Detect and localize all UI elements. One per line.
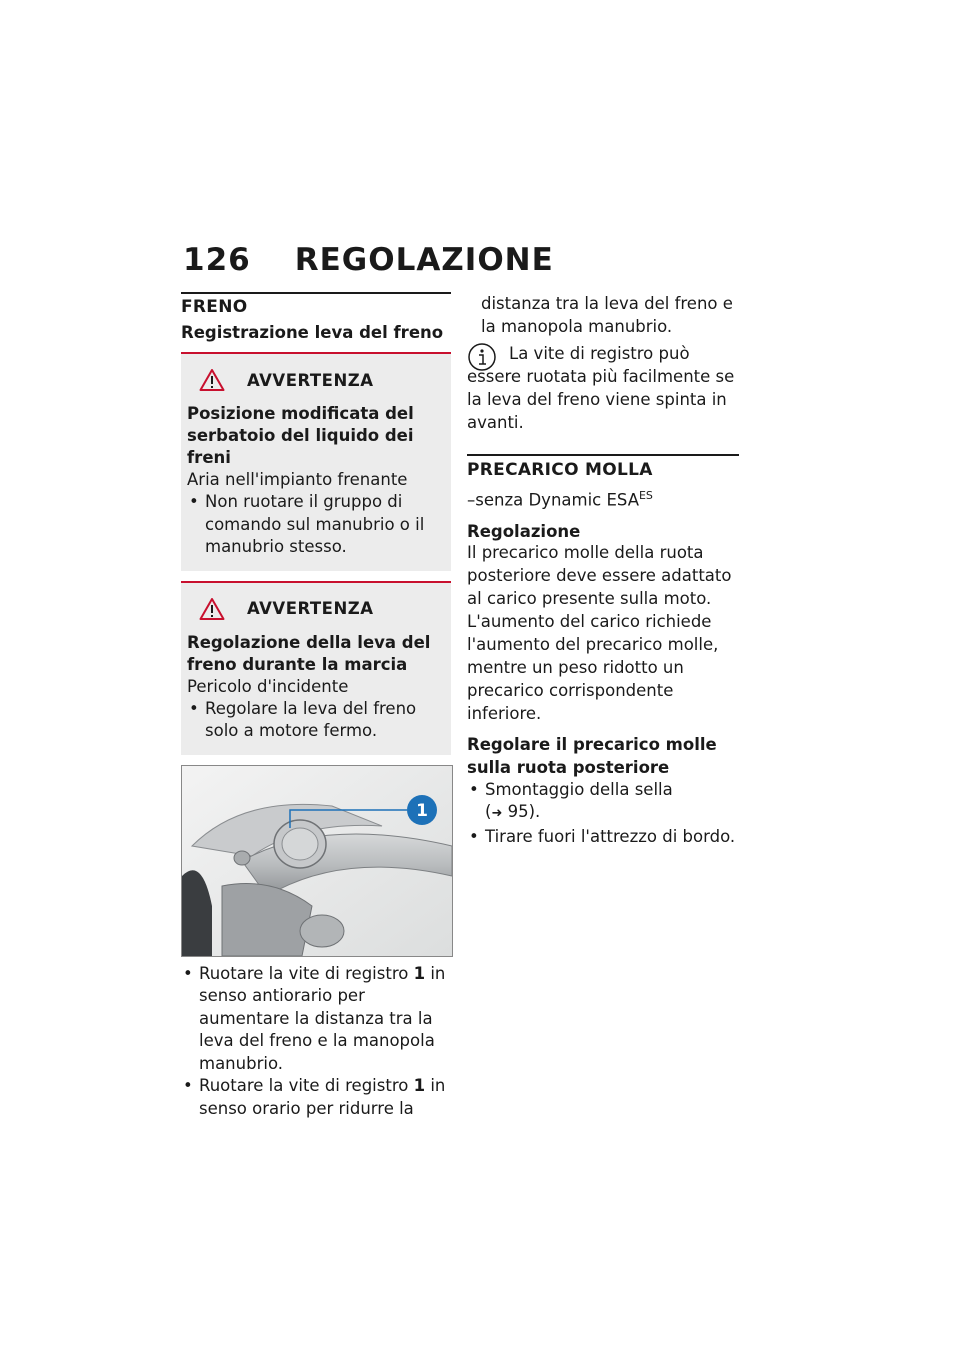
warning-bullet: • Regolare la leva del freno solo a motore fermo. (187, 698, 451, 743)
warning-box-1 (181, 354, 451, 571)
ref-number: 1 (413, 1076, 426, 1095)
step-item: • Ruotare la vite di registro 1 in senso orario per ridurre la (181, 1075, 451, 1120)
warning-title: Regolazione della leva del freno durante la marcia (187, 632, 431, 674)
page-ref-link[interactable]: 95). (507, 802, 541, 821)
warning-triangle-icon (199, 368, 225, 392)
warning-label: AVVERTENZA (247, 370, 374, 390)
warning-bullet: • Non ruotare il gruppo di comando sul manubrio o il manubrio stesso. (187, 491, 451, 559)
warning-triangle-icon (199, 597, 225, 621)
warning-header (199, 368, 451, 392)
regolazione-paragraph: Il precarico molle della ruota posteriore deve essere adattato al carico presente sulla moto. L'aumento del carico richiede l'aumento del precarico molle, mentre un peso ridotto un precarico corrispondente inferiore. (467, 542, 732, 723)
warning-header (199, 597, 451, 621)
variant-line: –senza Dynamic $ESA^{ES}$ (467, 489, 653, 510)
ref-number: 1 (413, 963, 426, 983)
subsection-title: Registrazione leva del freno (181, 323, 444, 342)
section-rule (181, 292, 451, 294)
adjust-steps (181, 963, 451, 1121)
brake-lever-photo (181, 765, 453, 957)
variant-sup: ES (638, 489, 653, 502)
warning-bullets (187, 491, 451, 559)
subsection-regolare: Regolare il precarico molle sulla ruota posteriore (467, 734, 717, 777)
page-number: 126 (183, 242, 251, 278)
callout-number: 1 (416, 800, 428, 821)
warning-box-2 (181, 583, 451, 755)
step-item: • Ruotare la vite di registro 1 in senso antiorario per aumentare la distanza tra la leva del freno e la manopola manubrio. (181, 963, 451, 1076)
info-note (467, 342, 739, 434)
section-title-precarico: PRECARICO MOLLA (467, 460, 653, 480)
warning-text: Aria nell'impianto frenante (187, 470, 408, 489)
warning-text: Pericolo d'incidente (187, 676, 349, 696)
left-column (181, 292, 451, 1120)
chapter-title: REGOLAZIONE (294, 242, 554, 278)
procedure-item: • Tirare fuori l'attrezzo di bordo. (467, 826, 739, 849)
page-ref-arrow-icon: ➜ (491, 806, 503, 821)
info-icon (467, 342, 497, 372)
right-column (467, 292, 739, 848)
warning-bullets (187, 698, 451, 743)
info-text: La vite di registro può essere ruotata più facilmente se la leva del freno viene spinta in avanti. (467, 344, 735, 432)
brake-lever-illustration (182, 766, 452, 956)
section-title-freno: FRENO (181, 297, 248, 317)
procedure-bullets (467, 779, 739, 849)
warning-label: AVVERTENZA (247, 599, 374, 618)
warning-title: Posizione modificata del serbatoio del liquido dei freni (187, 404, 414, 467)
subsection-regolazione: Regolazione (467, 521, 581, 541)
section-rule (467, 454, 739, 456)
continuation-text: distanza tra la leva del freno e la manopola manubrio. (481, 294, 733, 336)
page-header (183, 242, 554, 278)
procedure-item: • Smontaggio della sella (➜ 95). (467, 779, 739, 826)
